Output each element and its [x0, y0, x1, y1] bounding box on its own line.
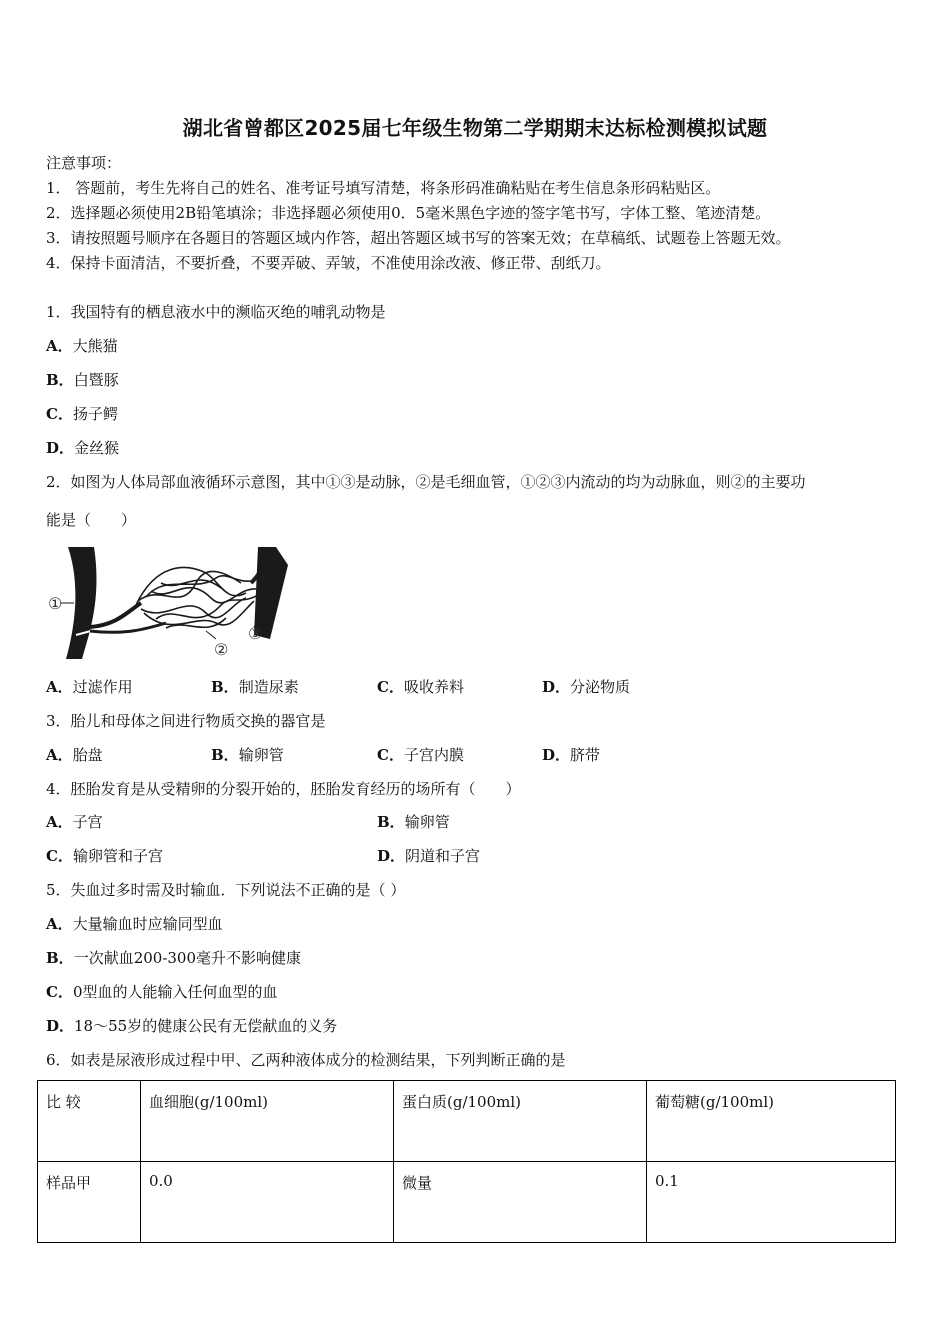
q2-stem-continued: 能是（ ）	[46, 511, 137, 529]
table-header-cell: 血细胞(g/100ml)	[141, 1081, 394, 1162]
q1-option-a: A．大熊猫	[46, 337, 118, 355]
table-header-cell: 比 较	[38, 1081, 141, 1162]
q1-option-d: D．金丝猴	[46, 439, 120, 457]
label-1: ①	[48, 594, 63, 613]
table-cell: 0.0	[141, 1162, 394, 1243]
q2-option-b: B．制造尿素	[211, 678, 299, 696]
fluid-composition-table	[37, 1080, 896, 1243]
q2-option-a: A．过滤作用	[46, 678, 133, 696]
q3-option-c: C．子宫内膜	[377, 746, 464, 764]
q2-option-d: D．分泌物质	[542, 678, 631, 696]
q5-option-c: C．0型血的人能输入任何血型的血	[46, 983, 278, 1001]
table-row	[38, 1162, 896, 1243]
q1-option-c: C．扬子鳄	[46, 405, 118, 423]
q5-option-d: D．18～55岁的健康公民有无偿献血的义务	[46, 1017, 338, 1035]
table-cell: 样品甲	[38, 1162, 141, 1243]
table-header-cell: 葡萄糖(g/100ml)	[647, 1081, 896, 1162]
table-cell: 微量	[394, 1162, 647, 1243]
q5-option-a: A．大量输血时应输同型血	[46, 915, 223, 933]
q5-stem: 5．失血过多时需及时输血．下列说法不正确的是（ ）	[46, 881, 406, 899]
q2-option-c: C．吸收养料	[377, 678, 464, 696]
table-header-row	[38, 1081, 896, 1162]
q2-stem: 2．如图为人体局部血液循环示意图，其中①③是动脉，②是毛细血管，①②③内流动的均为动脉血，则②的主要功	[46, 473, 806, 491]
notice-heading: 注意事项：	[46, 154, 122, 172]
blood-circulation-diagram	[46, 543, 296, 659]
page-title: 湖北省曾都区2025届七年级生物第二学期期末达标检测模拟试题	[182, 116, 768, 140]
label-2: ②	[214, 640, 229, 659]
notice-item: 2．选择题必须使用2B铅笔填涂；非选择题必须使用0．5毫米黑色字迹的签字笔书写，字体工整、笔迹清楚。	[46, 204, 771, 222]
q4-option-c: C．输卵管和子宫	[46, 847, 163, 865]
q5-option-b: B．一次献血200-300毫升不影响健康	[46, 949, 302, 967]
q3-option-a: A．胎盘	[46, 746, 103, 764]
q3-option-b: B．输卵管	[211, 746, 284, 764]
notice-item: 4．保持卡面清洁，不要折叠，不要弄破、弄皱，不准使用涂改液、修正带、刮纸刀。	[46, 254, 611, 272]
q3-stem: 3．胎儿和母体之间进行物质交换的器官是	[46, 712, 326, 730]
q4-option-b: B．输卵管	[377, 813, 450, 831]
q1-stem: 1．我国特有的栖息液水中的濒临灭绝的哺乳动物是	[46, 303, 386, 321]
q1-option-b: B．白暨豚	[46, 371, 119, 389]
label-3: ③	[248, 624, 263, 643]
q4-option-a: A．子宫	[46, 813, 103, 831]
notice-item: 1． 答题前，考生先将自己的姓名、准考证号填写清楚，将条形码准确粘贴在考生信息条形码粘贴区。	[46, 179, 721, 197]
q4-stem: 4．胚胎发育是从受精卵的分裂开始的，胚胎发育经历的场所有（ ）	[46, 780, 521, 798]
q3-option-d: D．脐带	[542, 746, 601, 764]
table-header-cell: 蛋白质(g/100ml)	[394, 1081, 647, 1162]
notice-item: 3．请按照题号顺序在各题目的答题区域内作答，超出答题区域书写的答案无效；在草稿纸、试题卷上答题无效。	[46, 229, 791, 247]
q6-stem: 6．如表是尿液形成过程中甲、乙两种液体成分的检测结果，下列判断正确的是	[46, 1051, 566, 1069]
q4-option-d: D．阴道和子宫	[377, 847, 481, 865]
table-cell: 0.1	[647, 1162, 896, 1243]
